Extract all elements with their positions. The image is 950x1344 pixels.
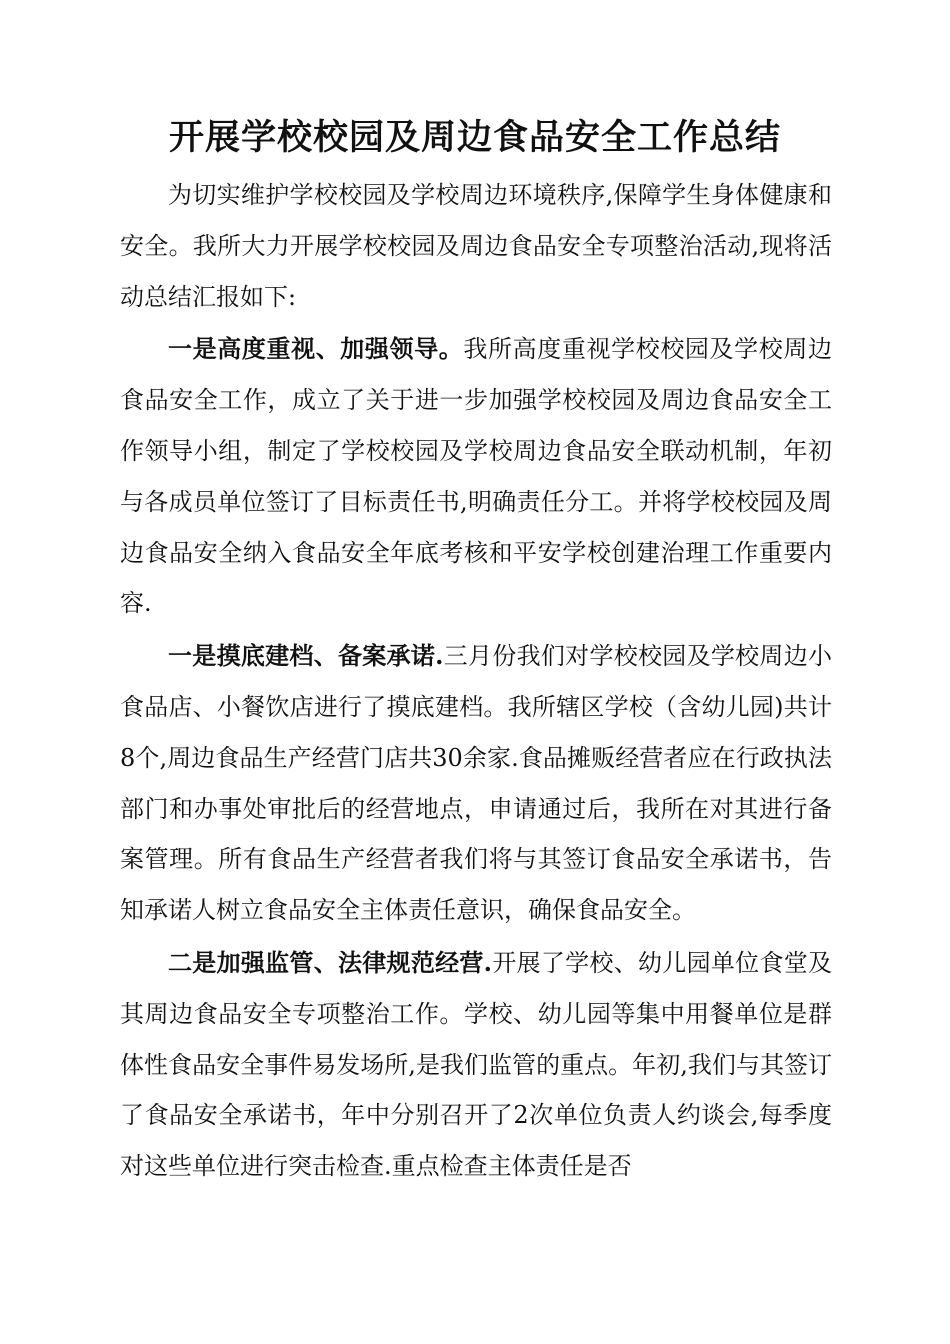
section-1-text: 我所高度重视学校校园及学校周边食品安全工作，成立了关于进一步加强学校校园及周边食品安全工作领导小组，制定了学校校园及学校周边食品安全联动机制，年初与各成员单位签订了目标责任书,明确责任分工。并将学校校园及周边食品安全纳入食品安全年底考核和平安学校创建治理工作重要内容. [120,335,833,618]
document-title: 开展学校校园及周边食品安全工作总结 [168,117,781,158]
section-paragraph-3 [120,938,832,1192]
section-1-lead: 一是高度重视、加强领导。 [168,334,464,364]
intro-paragraph: 为切实维护学校校园及学校周边环境秩序,保障学生身体健康和安全。我所大力开展学校校园及周边食品安全专项整治活动,现将活动总结汇报如下: [120,181,832,311]
section-2-lead: 一是摸底建档、备案承诺. [168,641,444,671]
section-2-text: 三月份我们对学校校园及学校周边小食品店、小餐饮店进行了摸底建档。我所辖区学校（含幼儿园)共计8个,周边食品生产经营门店共30余家.食品摊贩经营者应在行政执法部门和办事处审批后的经营地点，申请通过后，我所在对其进行备案管理。所有食品生产经营者我们将与其签订食品安全承诺书，告知承诺人树立食品安全主体责任意识，确保食品安全。 [120,642,832,925]
section-3-lead: 二是加强监管、法律规范经营. [168,947,493,977]
section-paragraph-1 [120,324,832,629]
section-paragraph-2 [120,631,832,936]
document-body [120,170,832,1192]
section-3-text: 开展了学校、幼儿园单位食堂及其周边食品安全专项整治工作。学校、幼儿园等集中用餐单位是群体性食品安全事件易发场所,是我们监管的重点。年初,我们与其签订了食品安全承诺书，年中分别召开了2次单位负责人约谈会,每季度对这些单位进行突击检查.重点检查主体责任是否 [120,948,833,1181]
